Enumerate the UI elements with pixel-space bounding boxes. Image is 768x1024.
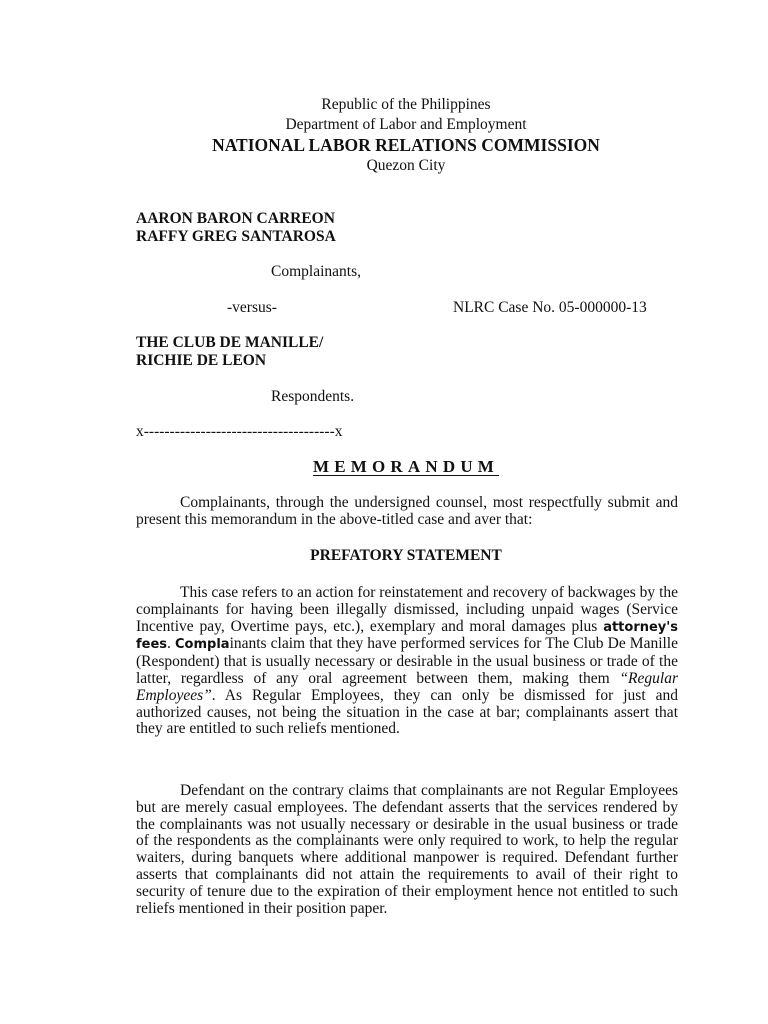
regular-employees-term: “Regular Employees”	[136, 669, 678, 704]
respondents-label: Respondents.	[271, 388, 355, 405]
intro-paragraph: Complainants, through the undersigned counsel, most respectfully submit and present this memorandum in the above-titled case and aver that:	[136, 494, 678, 528]
complainant-name-1: AARON BARON CARREON	[136, 210, 335, 227]
paragraph-1-text-c: inants claim that they have performed services for The Club De Manille (Respondent) that is usually necessary or desirable in the usual business or trade of the latter, regardless of any oral agreement between them, making them	[136, 635, 678, 687]
paragraph-1-text-a: This case refers to an action for reinstatement and recovery of backwages by the complainants for having been illegally dismissed, including unpaid wages (Service Incentive pay, Overtime pays, etc.), exemplary and moral damages plus	[136, 584, 678, 635]
caption-republic: Republic of the Philippines	[321, 96, 491, 113]
paragraph-1-text-b: .	[167, 635, 175, 653]
caption-department: Department of Labor and Employment	[285, 116, 527, 133]
complainants-lead-term: Compla	[175, 637, 230, 653]
case-number: NLRC Case No. 05-000000-13	[453, 299, 647, 316]
complainants-label: Complainants,	[271, 263, 361, 280]
respondent-name-1: THE CLUB DE MANILLE/	[136, 334, 324, 351]
attorneys-fees-term: attorney's fees	[136, 619, 678, 653]
paragraph-1-text-d: . As Regular Employees, they can only be dismissed for just and authorized causes, not being the situation in the case at bar; complainants assert that they are entitled to such reliefs mentioned.	[136, 686, 678, 738]
prefatory-paragraph-2: Defendant on the contrary claims that complainants are not Regular Employees but are merely casual employees. The defendant asserts that the services rendered by the complainants was not usually necessary or desirable in the usual business or trade of the respondents as the complainants were only required to work, to help the regular waiters, during banquets where additional manpower is required. Defendant further asserts that complainants did not attain the requirements to avail of their right to security of tenure due to the expiration of their employment hence not entitled to such reliefs mentioned in their position paper.	[136, 782, 678, 917]
document-title: MEMORANDUM	[312, 457, 500, 476]
caption-commission: NATIONAL LABOR RELATIONS COMMISSION	[212, 135, 600, 155]
section-heading: PREFATORY STATEMENT	[310, 547, 502, 564]
caption-city: Quezon City	[366, 157, 446, 174]
versus-label: -versus-	[227, 299, 277, 316]
prefatory-paragraph-1	[136, 585, 678, 738]
respondent-name-2: RICHIE DE LEON	[136, 352, 267, 369]
caption-separator: x-------------------------------------x	[136, 423, 343, 440]
complainant-name-2: RAFFY GREG SANTAROSA	[136, 228, 336, 245]
